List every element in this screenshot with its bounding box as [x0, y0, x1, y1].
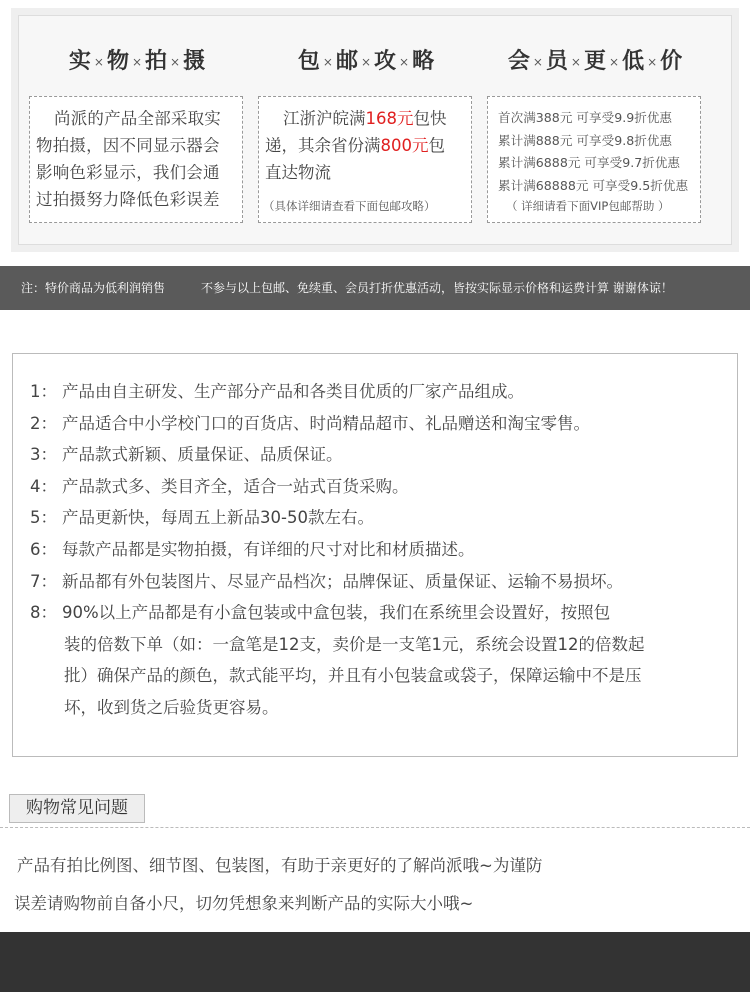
feature-text: 新品都有外包装图片、尽显产品档次；品牌保证、质量保证、运输不易损坏。 [62, 571, 623, 591]
feature-text: 产品款式新颖、质量保证、品质保证。 [62, 445, 343, 465]
feature-text-line: 坏，收到货之后验货更容易。 [64, 697, 279, 717]
notice-bar [0, 266, 750, 310]
promo-title-free-shipping [258, 44, 474, 75]
shipping-line [265, 132, 469, 159]
title-separator: × [532, 55, 543, 69]
feature-number: 4： [30, 476, 57, 496]
notice-text: 不参与以上包邮、免续重、会员打折优惠活动，皆按实际显示价格和运费计算 谢谢体谅！ [201, 281, 673, 295]
title-char: 摄 [183, 48, 206, 74]
description-line: 尚派的产品全部采取实 [54, 109, 221, 128]
feature-text: 产品更新快，每周五上新品30-50款左右。 [62, 508, 374, 528]
promo-title-real-photo [29, 44, 245, 75]
title-char: 拍 [145, 48, 168, 74]
title-separator: × [93, 55, 104, 69]
shipping-line [265, 105, 469, 132]
feature-item [30, 597, 730, 723]
feature-number: 5： [30, 508, 57, 528]
feature-item [30, 471, 730, 503]
feature-text-line: 批）确保产品的颜色，款式能平均，并且有小包装盒或袋子，保障运输中不是压 [64, 666, 642, 686]
faq-text-line: 产品有拍比例图、细节图、包装图，有助于亲更好的了解尚派哦~为谨防 [17, 856, 543, 875]
shipping-text: 递，其余省份满 [265, 136, 381, 155]
promo-box-member-price [487, 96, 701, 223]
promo-box-free-shipping [258, 96, 472, 223]
footer-bar [0, 932, 750, 992]
title-char: 包 [297, 48, 320, 74]
shipping-text: 包快 [413, 109, 447, 128]
member-note: （ 详细请看下面VIP包邮帮助 ） [506, 199, 670, 213]
member-discount-tier: 累计满888元 可享受9.8折优惠 [498, 132, 673, 148]
feature-text: 产品款式多、类目齐全，适合一站式百货采购。 [62, 476, 409, 496]
feature-number: 8： [30, 603, 57, 623]
faq-content [14, 847, 734, 923]
shipping-note: （具体详细请查看下面包邮攻略） [263, 199, 436, 213]
title-separator: × [570, 55, 581, 69]
shipping-text: 江浙沪皖满 [283, 109, 366, 128]
feature-number: 3： [30, 445, 57, 465]
promo-panel [11, 8, 739, 252]
faq-divider [0, 827, 750, 828]
feature-text-line: 90%以上产品都是有小盒包装或中盒包装，我们在系统里会设置好，按照包 [62, 603, 611, 623]
title-char: 员 [545, 48, 568, 74]
feature-number: 2： [30, 413, 57, 433]
title-char: 物 [106, 48, 129, 74]
title-char: 低 [622, 48, 645, 74]
feature-item [30, 376, 730, 408]
description-line: 影响色彩显示，我们会通 [36, 163, 220, 182]
feature-item [30, 534, 730, 566]
notice-prefix: 注：特价商品为低利润销售 [21, 281, 166, 295]
title-separator: × [609, 55, 620, 69]
title-separator: × [322, 55, 333, 69]
title-char: 会 [507, 48, 530, 74]
feature-item [30, 439, 730, 471]
description-line: 物拍摄，因不同显示器会 [36, 136, 220, 155]
feature-number: 7： [30, 571, 57, 591]
shipping-threshold-other: 800元 [380, 136, 429, 155]
feature-text: 产品由自主研发、生产部分产品和各类目优质的厂家产品组成。 [62, 382, 524, 401]
feature-text: 每款产品都是实物拍摄，有详细的尺寸对比和材质描述。 [62, 539, 475, 559]
faq-tab: 购物常见问题 [9, 794, 145, 823]
title-char: 价 [660, 48, 683, 74]
title-separator: × [399, 55, 410, 69]
description-line: 过拍摄努力降低色彩误差 [36, 190, 220, 209]
feature-text: 产品适合中小学校门口的百货店、时尚精品超市、礼品赠送和淘宝零售。 [62, 413, 590, 433]
member-discount-tier: 首次满388元 可享受9.9折优惠 [498, 110, 673, 125]
feature-text-line: 装的倍数下单（如：一盒笔是12支，卖价是一支笔1元，系统会设置12的倍数起 [64, 634, 645, 654]
promo-title-member-price [487, 44, 703, 75]
shipping-line: 直达物流 [265, 163, 331, 182]
feature-number: 1： [30, 382, 57, 401]
title-char: 攻 [374, 48, 397, 74]
feature-item [30, 566, 730, 598]
title-separator: × [170, 55, 181, 69]
member-discount-list [498, 107, 698, 197]
features-box [12, 353, 738, 757]
title-char: 邮 [335, 48, 358, 74]
title-separator: × [131, 55, 143, 69]
title-separator: × [647, 55, 658, 69]
title-char: 更 [583, 48, 606, 74]
real-photo-description [36, 105, 240, 213]
feature-item [30, 502, 730, 534]
shipping-threshold-local: 168元 [365, 109, 414, 128]
promo-panel-inner [18, 15, 732, 245]
free-shipping-description [265, 105, 469, 186]
feature-number: 6： [30, 539, 57, 559]
feature-item [30, 408, 730, 440]
title-char: 实 [68, 48, 91, 74]
promo-box-real-photo [29, 96, 243, 223]
features-list [30, 376, 730, 724]
title-char: 略 [412, 48, 435, 74]
title-separator: × [360, 55, 372, 69]
member-discount-tier: 累计满68888元 可享受9.5折优惠 [498, 177, 689, 193]
shipping-text: 包 [428, 136, 445, 155]
faq-text-line: 误差请购物前自备小尺，切勿凭想象来判断产品的实际大小哦~ [14, 894, 474, 913]
member-discount-tier: 累计满6888元 可享受9.7折优惠 [498, 155, 681, 170]
